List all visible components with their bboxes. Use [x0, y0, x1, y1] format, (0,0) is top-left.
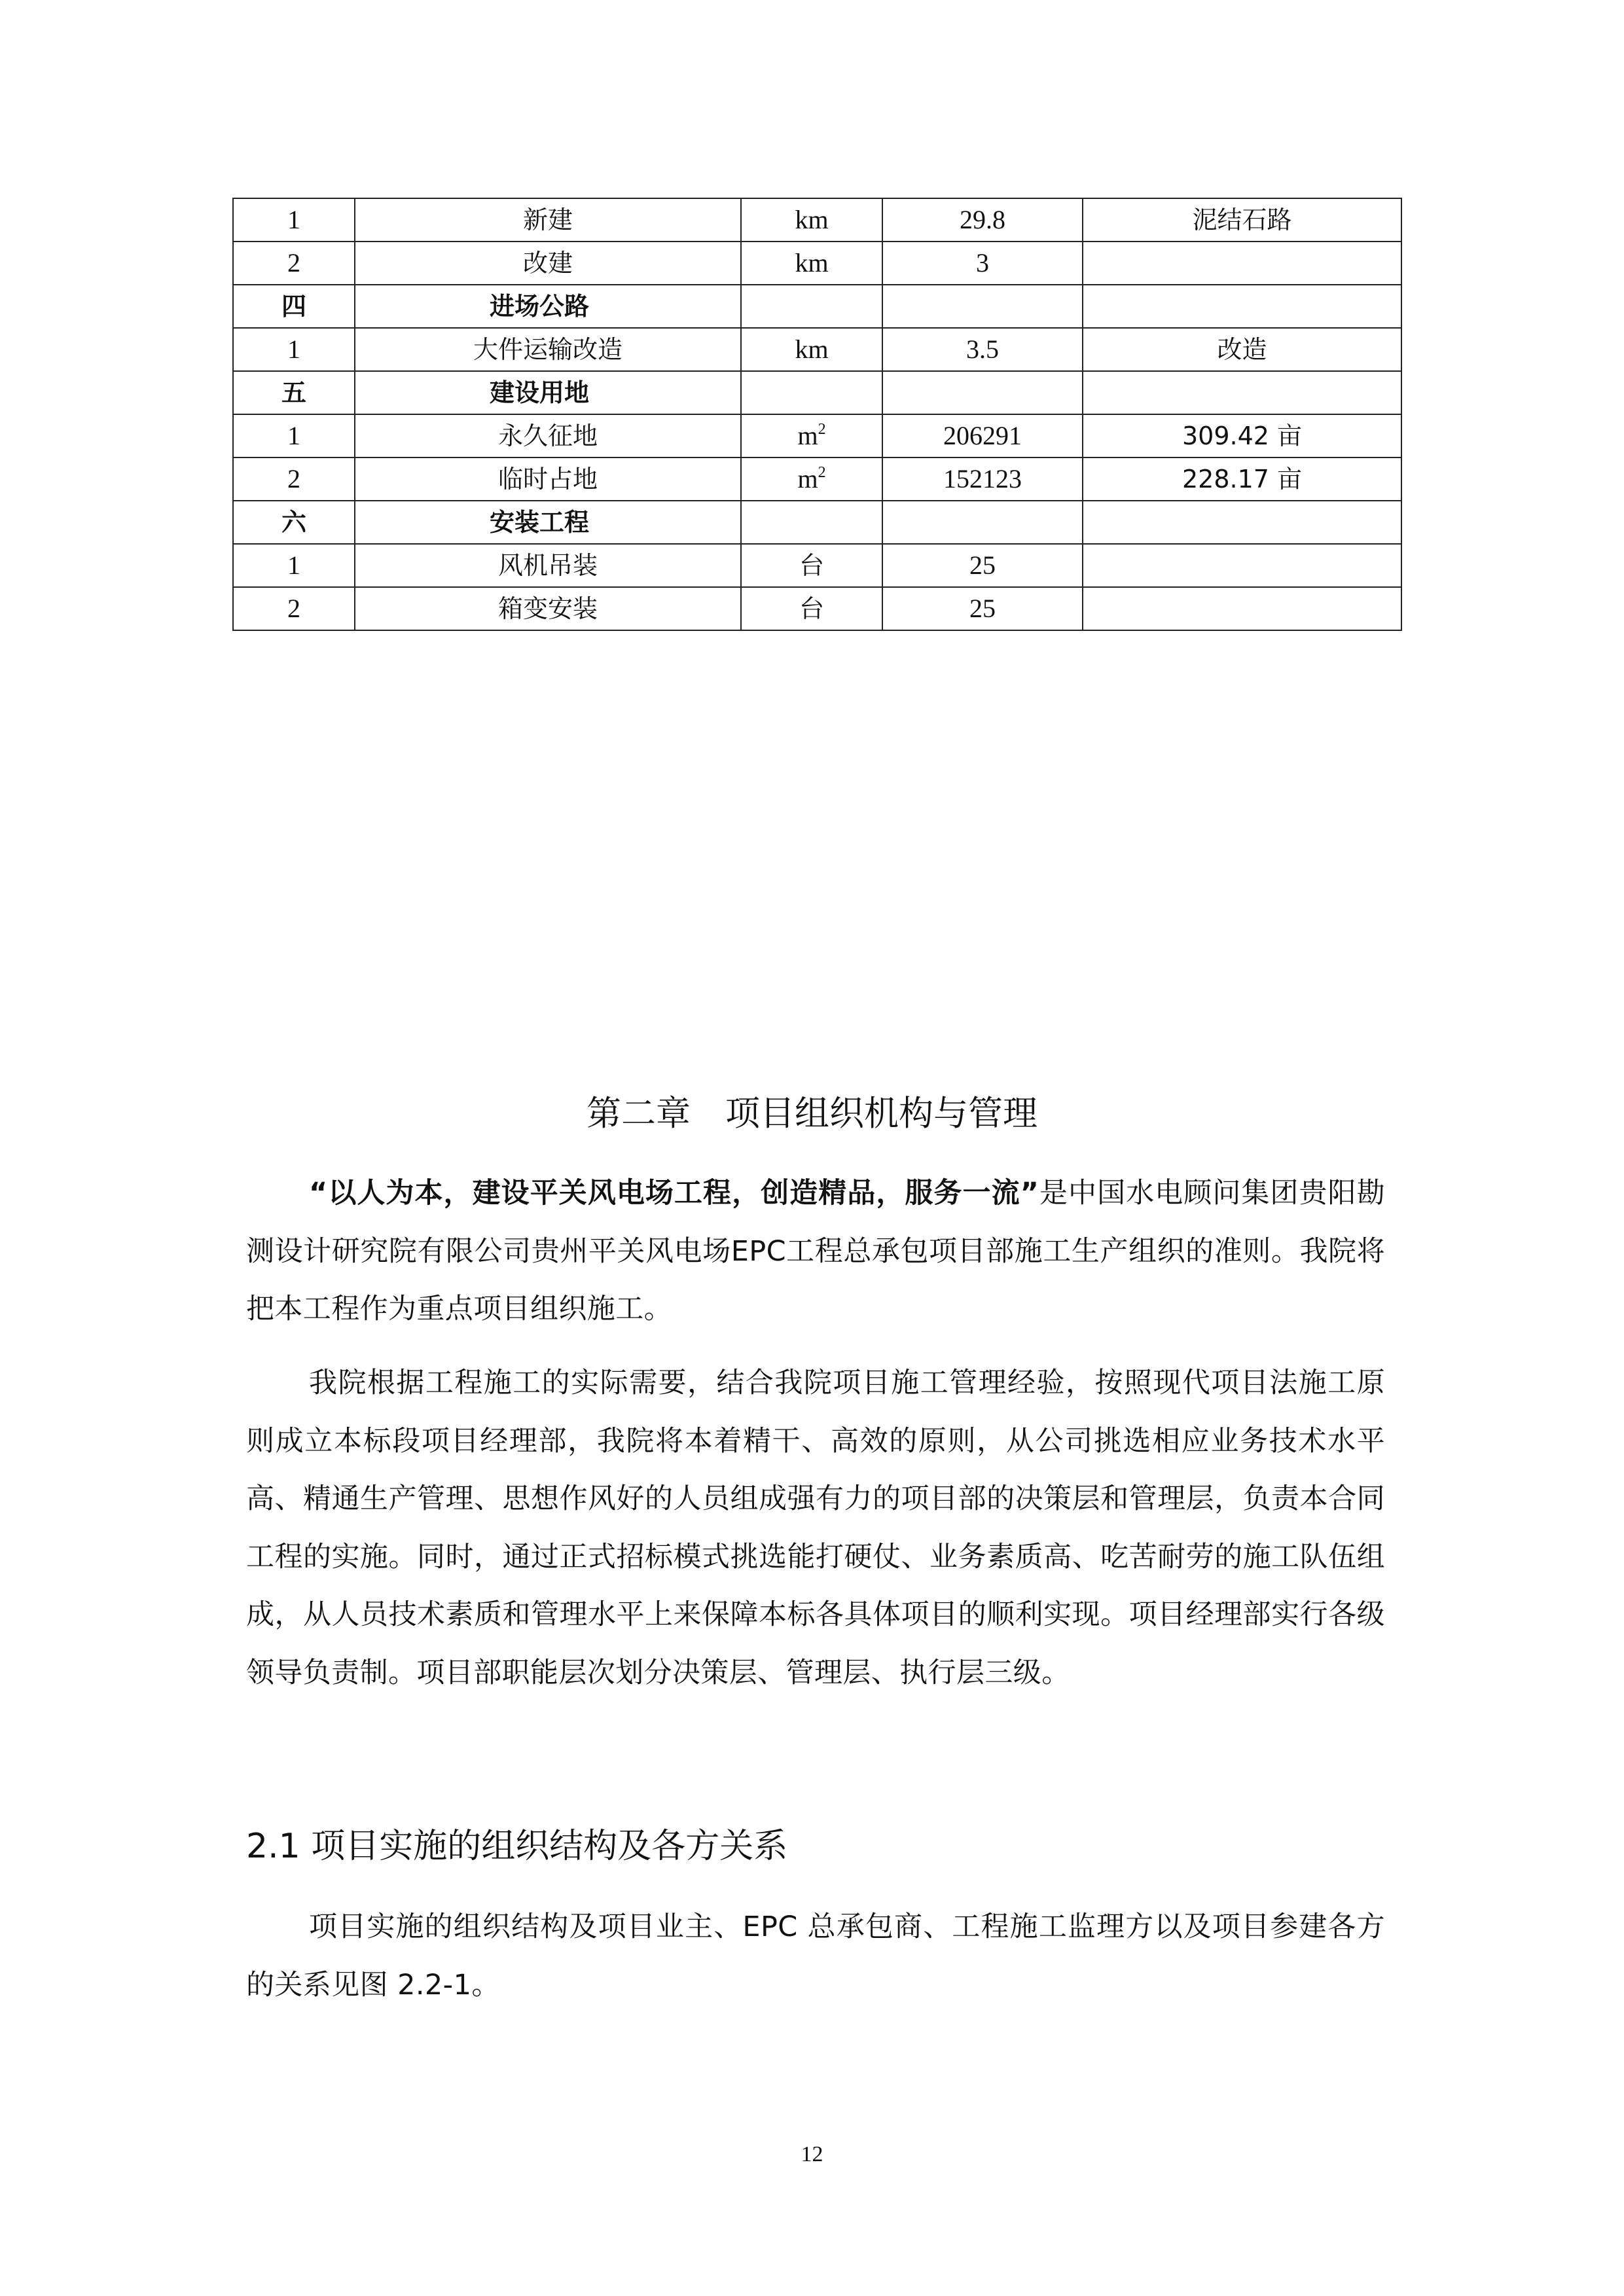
cell-remark: 309.42 亩: [1083, 414, 1401, 457]
cell-item-name: 进场公路: [355, 285, 741, 328]
cell-item-name: 改建: [355, 242, 741, 285]
table-row: [233, 414, 1401, 457]
chapter-paragraph-1: [246, 1164, 1385, 1338]
cell-number: 1: [233, 198, 355, 242]
cell-item-name: 永久征地: [355, 414, 741, 457]
table-row: [233, 587, 1401, 630]
table-section-row: [233, 371, 1401, 414]
cell-quantity: [882, 371, 1083, 414]
cell-remark: [1083, 242, 1401, 285]
cell-item-name: 安装工程: [355, 501, 741, 544]
cell-unit: km: [741, 242, 882, 285]
cell-number: 四: [233, 285, 355, 328]
chapter-paragraph-2: 我院根据工程施工的实际需要，结合我院项目施工管理经验，按照现代项目法施工原则成立本标段项目经理部，我院将本着精干、高效的原则，从公司挑选相应业务技术水平高、精通生产管理、思想作风好的人员组成强有力的项目部的决策层和管理层，负责本合同工程的实施。同时，通过正式招标模式挑选能打硬仗、业务素质高、吃苦耐劳的施工队伍组成，从人员技术素质和管理水平上来保障本标各具体项目的顺利实现。项目经理部实行各级领导负责制。项目部职能层次划分决策层、管理层、执行层三级。: [246, 1367, 1385, 1689]
cell-number: 2: [233, 457, 355, 501]
quantities-table: [232, 198, 1402, 631]
cell-quantity: 29.8: [882, 198, 1083, 242]
table-row: [233, 328, 1401, 371]
table-section-row: [233, 501, 1401, 544]
table-section-row: [233, 285, 1401, 328]
cell-number: 1: [233, 544, 355, 587]
cell-remark: [1083, 285, 1401, 328]
cell-number: 1: [233, 328, 355, 371]
cell-number: 2: [233, 587, 355, 630]
cell-unit: 台: [741, 587, 882, 630]
cell-item-name: 建设用地: [355, 371, 741, 414]
cell-unit: [741, 285, 882, 328]
motto-text: “以人为本，建设平关风电场工程，创造精品，服务一流”: [309, 1177, 1039, 1210]
cell-quantity: [882, 285, 1083, 328]
cell-item-name: 箱变安装: [355, 587, 741, 630]
cell-number: 1: [233, 414, 355, 457]
cell-remark: [1083, 587, 1401, 630]
table-row: [233, 544, 1401, 587]
cell-number: 2: [233, 242, 355, 285]
cell-unit: km: [741, 198, 882, 242]
cell-quantity: [882, 501, 1083, 544]
cell-quantity: 25: [882, 544, 1083, 587]
cell-quantity: 3: [882, 242, 1083, 285]
cell-item-name: 风机吊装: [355, 544, 741, 587]
cell-unit: 台: [741, 544, 882, 587]
quantities-table-body: [233, 198, 1401, 630]
cell-unit: $m^2$: [741, 457, 882, 501]
cell-quantity: 152123: [882, 457, 1083, 501]
cell-item-name: 新建: [355, 198, 741, 242]
cell-quantity: 206291: [882, 414, 1083, 457]
cell-item-name: 临时占地: [355, 457, 741, 501]
cell-unit: $m^2$: [741, 414, 882, 457]
cell-quantity: 25: [882, 587, 1083, 630]
table-row: [233, 457, 1401, 501]
cell-unit: [741, 371, 882, 414]
cell-number: 六: [233, 501, 355, 544]
cell-remark: 泥结石路: [1083, 198, 1401, 242]
cell-unit: [741, 501, 882, 544]
cell-item-name: 大件运输改造: [355, 328, 741, 371]
cell-remark: [1083, 371, 1401, 414]
table-row: [233, 198, 1401, 242]
section-paragraph: 项目实施的组织结构及项目业主、EPC 总承包商、工程施工监理方以及项目参建各方的关系见图 2.2-1。: [246, 1910, 1385, 2001]
table-row: [233, 242, 1401, 285]
cell-remark: 228.17 亩: [1083, 457, 1401, 501]
page-number: 12: [801, 2142, 823, 2166]
unit-superscript: 2: [818, 421, 826, 438]
cell-quantity: 3.5: [882, 328, 1083, 371]
section-heading: 2.1 项目实施的组织结构及各方关系: [246, 1827, 788, 1866]
cell-remark: [1083, 544, 1401, 587]
cell-remark: [1083, 501, 1401, 544]
unit-superscript: 2: [818, 464, 826, 481]
chapter-title: 第二章 项目组织机构与管理: [586, 1094, 1038, 1134]
cell-unit: km: [741, 328, 882, 371]
paragraph-1-text: 是中国水电顾问集团贵阳勘测设计研究院有限公司贵州平关风电场EPC工程总承包项目部施工生产组织的准则。我院将把本工程作为重点项目组织施工。: [246, 1177, 1385, 1325]
cell-remark: 改造: [1083, 328, 1401, 371]
cell-number: 五: [233, 371, 355, 414]
